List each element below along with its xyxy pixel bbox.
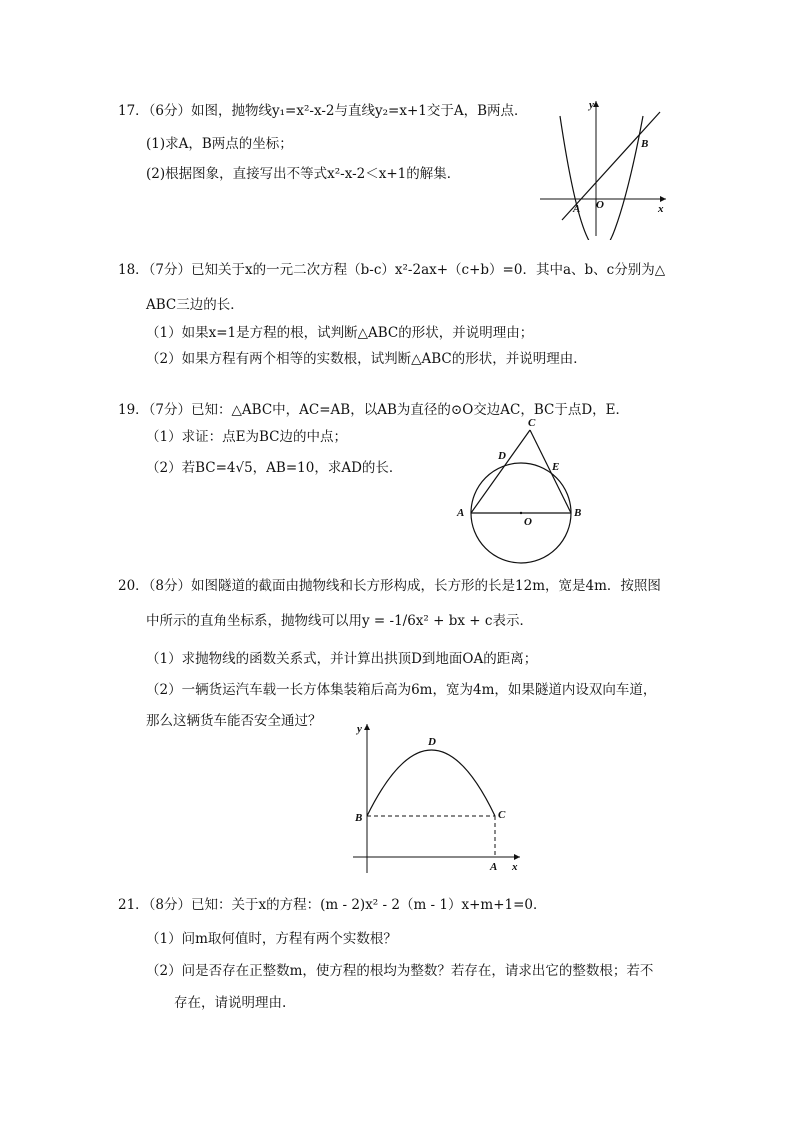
q20-label-A: A bbox=[490, 861, 498, 873]
q19-label-B: B bbox=[574, 507, 582, 519]
q18-part1: （1）如果x=1是方程的根，试判断△ABC的形状，并说明理由； bbox=[146, 325, 534, 341]
q18-part2: （2）如果方程有两个相等的实数根，试判断△ABC的形状，并说明理由． bbox=[146, 351, 587, 367]
q17-part1: (1)求A，B两点的坐标； bbox=[146, 136, 293, 152]
q20-stem: 20．（8分）如图隧道的截面由抛物线和长方形构成，长方形的长是12m，宽是4m．按照图 bbox=[118, 578, 661, 594]
q17-label-y: y bbox=[589, 99, 594, 111]
q21-part2-cont: 存在，请说明理由. bbox=[174, 995, 287, 1011]
q17-label-O: O bbox=[596, 199, 604, 211]
q19-label-D: D bbox=[498, 450, 506, 462]
q17-label-x: x bbox=[658, 203, 664, 215]
q18-stem: 18．（7分）已知关于x的一元二次方程（b-c）x²-2ax+（c+b）=0．其中a、b、c分别为△ bbox=[118, 262, 666, 278]
q20-part2: （2）一辆货运汽车载一长方体集装箱后高为6m，宽为4m，如果隧道内设双向车道， bbox=[146, 682, 657, 698]
q19-part1: （1）求证：点E为BC边的中点； bbox=[146, 429, 347, 445]
q20-part2-cont: 那么这辆货车能否安全通过？ bbox=[146, 713, 322, 729]
q21-stem: 21．（8分）已知：关于x的方程：(m - 2)x² - 2（m - 1）x+m+1=0． bbox=[118, 897, 547, 913]
q20-label-y: y bbox=[357, 723, 362, 735]
q20-label-x: x bbox=[512, 861, 518, 873]
q20-stem-cont: 中所示的直角坐标系，抛物线可以用y = -1/6x² + bx + c表示． bbox=[146, 613, 533, 629]
q21-part1: （1）问m取何值时，方程有两个实数根？ bbox=[146, 931, 397, 947]
q17-label-B: B bbox=[641, 138, 649, 150]
q17-part2: (2)根据图象，直接写出不等式x²-x-2＜x+1的解集． bbox=[146, 166, 461, 182]
q20-label-B: B bbox=[355, 812, 363, 824]
q19-label-C: C bbox=[528, 417, 536, 429]
q19-label-O: O bbox=[524, 516, 532, 528]
q19-stem: 19．（7分）已知：△ABC中，AC=AB，以AB为直径的⊙O交边AC，BC于点D，E． bbox=[118, 402, 630, 418]
q20-label-D: D bbox=[428, 736, 436, 748]
q19-label-A: A bbox=[457, 507, 465, 519]
q20-part1: （1）求抛物线的函数关系式，并计算出拱顶D到地面OA的距离； bbox=[146, 651, 538, 667]
q17-stem: 17．（6分）如图，抛物线y₁=x²-x-2与直线y₂=x+1交于A，B两点． bbox=[118, 103, 528, 119]
q19-figure bbox=[450, 413, 592, 567]
q17-figure bbox=[536, 96, 672, 240]
q20-figure bbox=[348, 718, 534, 874]
q17-label-A: A bbox=[573, 203, 581, 215]
q19-label-E: E bbox=[552, 461, 560, 473]
q19-part2: （2）若BC=4√5，AB=10，求AD的长． bbox=[146, 460, 403, 476]
q20-label-C: C bbox=[498, 809, 506, 821]
q18-stem-cont: ABC三边的长． bbox=[146, 297, 244, 313]
q21-part2: （2）问是否存在正整数m，使方程的根均为整数？若存在，请求出它的整数根；若不 bbox=[146, 963, 654, 979]
